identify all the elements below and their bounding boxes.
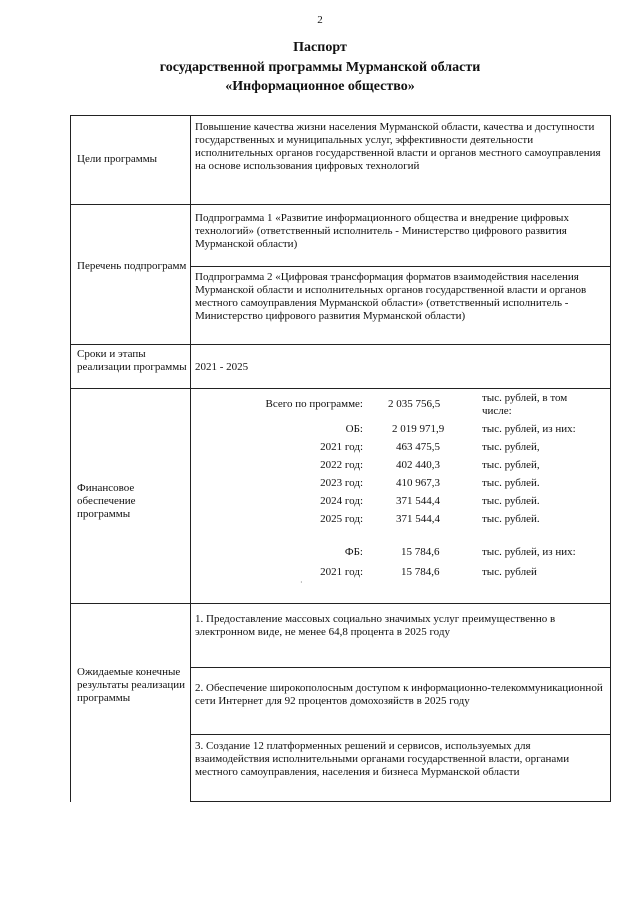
table-border-bottom [191,801,611,802]
fin-label-2022: 2022 год: [320,459,363,471]
scan-dot: · [300,578,303,587]
subrow-divider [191,266,611,267]
fin-label-total: Всего по программе: [265,398,363,410]
fin-amount-fb: 15 784,6 [401,546,440,558]
row-divider [70,388,611,389]
result-2: 2. Обеспечение широкополосным доступом к информационно-телекоммуникационной сети Интернет для 92 процентов домохозяйств в 2025 году [195,682,603,707]
subprogram-2: Подпрограмма 2 «Цифровая трансформация форматов взаимодействия населения Мурманской области и исполнительных органов государственной власти и органов местного самоуправления Мурманской области» (ответственный исполнитель - Министерство цифрового развития Мурманской области) [195,271,587,322]
subrow-divider [191,734,611,735]
title-line-1: Паспорт [293,40,347,55]
fin-amount-2023: 410 967,3 [396,477,440,489]
goals-text: Повышение качества жизни населения Мурманской области, качества и доступности государственных и муниципальных услуг, эффективности деятельности исполнительных органов государственной власти и органов местного самоуправления на основе использования цифровых технологий [195,121,601,172]
subprogram-1: Подпрограмма 1 «Развитие информационного общества и внедрение цифровых технологий» (ответственный исполнитель - Министерство цифрового развития Мурманской области) [195,212,569,250]
timing-label: Сроки и этапы реализации программы [77,348,187,373]
row-divider [70,603,611,604]
column-divider [190,115,191,802]
fin-amount-ob: 2 019 971,9 [392,423,445,435]
fin-amount-2021: 463 475,5 [396,441,440,453]
fin-unit-2023: тыс. рублей. [482,477,540,489]
result-1: 1. Предоставление массовых социально значимых услуг преимущественно в электронном виде, не менее 64,8 процента в 2025 году [195,613,556,638]
subrow-divider [191,667,611,668]
fin-label-fb-2021: 2021 год: [320,566,363,578]
fin-unit-ob: тыс. рублей, из них: [482,423,576,435]
fin-amount-fb-2021: 15 784,6 [401,566,440,578]
fin-amount-total: 2 035 756,5 [388,398,441,410]
goals-label: Цели программы [77,153,158,165]
title-line-2: государственной программы Мурманской области [159,60,481,75]
results-label: Ожидаемые конечные результаты реализации программы [77,666,185,704]
fin-label-2025: 2025 год: [320,513,363,525]
fin-label-fb: ФБ: [344,546,363,558]
fin-label-2021: 2021 год: [320,441,363,453]
fin-unit-2021: тыс. рублей, [482,441,540,453]
table-border-right [610,115,611,802]
fin-unit-2022: тыс. рублей, [482,459,540,471]
fin-label-2024: 2024 год: [320,495,363,507]
title-line-3: «Информационное общество» [225,79,415,94]
fin-amount-2025: 371 544,4 [396,513,440,525]
row-divider [70,204,611,205]
fin-label-2023: 2023 год: [320,477,363,489]
financing-label: Финансовое обеспечение программы [77,482,136,520]
result-3: 3. Создание 12 платформенных решений и сервисов, используемых для взаимодействия исполнительными органами государственной власти, органами местного самоуправления, населения и бизнеса Мурманской области [195,740,570,778]
table-border-left [70,115,71,802]
timing-value: 2021 - 2025 [195,361,249,373]
fin-unit-2024: тыс. рублей. [482,495,540,507]
fin-unit-2025: тыс. рублей. [482,513,540,525]
fin-unit-total: тыс. рублей, в том числе: [482,392,568,417]
page-number: 2 [317,14,323,26]
table-border-top [70,115,611,116]
fin-unit-fb-2021: тыс. рублей [482,566,537,578]
fin-amount-2024: 371 544,4 [396,495,440,507]
row-divider [70,344,611,345]
subprograms-label: Перечень подпрограмм [77,260,187,272]
fin-amount-2022: 402 440,3 [396,459,440,471]
fin-label-ob: ОБ: [345,423,363,435]
fin-unit-fb: тыс. рублей, из них: [482,546,576,558]
